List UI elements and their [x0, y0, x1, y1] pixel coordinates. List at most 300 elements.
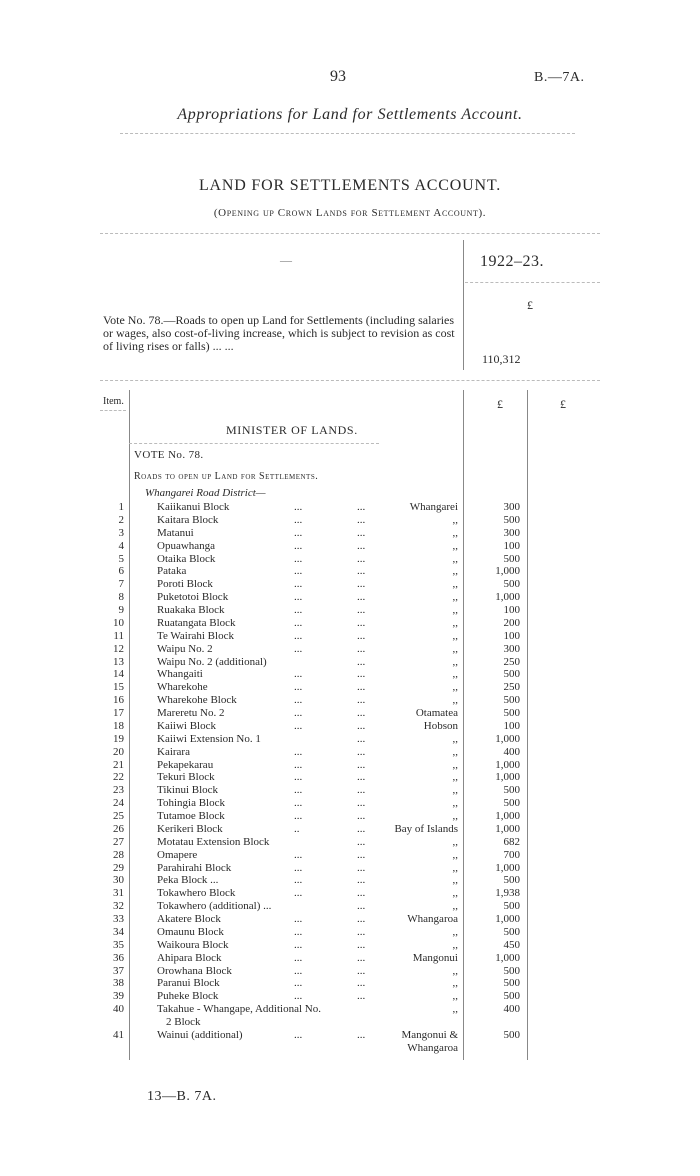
item-number: 23 [113, 784, 124, 797]
item-place: ,, [452, 668, 458, 681]
item-amount: 500 [503, 977, 520, 990]
item-amount: 682 [503, 835, 520, 848]
item-number: 27 [113, 835, 124, 848]
item-name: Motatau Extension Block [157, 835, 270, 848]
item-number: 13 [113, 655, 124, 668]
detail-currency-2: £ [560, 397, 566, 411]
summary-column-divider [463, 240, 464, 370]
leader-dots: ... [294, 861, 303, 874]
item-name: Waipu No. 2 [157, 642, 213, 655]
item-number: 24 [113, 797, 124, 810]
leader-dots: ... [357, 655, 366, 668]
table-row [0, 501, 700, 514]
item-name: Ahipara Block [157, 951, 222, 964]
table-row [0, 759, 700, 772]
item-place-continued: Whangaroa [407, 1041, 458, 1054]
leader-dots: ... [357, 822, 366, 835]
table-row [0, 874, 700, 887]
item-number: 38 [113, 977, 124, 990]
item-place: ,, [452, 578, 458, 591]
item-amount: 500 [503, 797, 520, 810]
item-place: ,, [452, 616, 458, 629]
table-row [0, 952, 700, 965]
item-name: Whangaiti [157, 668, 203, 681]
leader-dots: ... [357, 513, 366, 526]
item-number: 7 [118, 578, 124, 591]
item-place: ,, [452, 784, 458, 797]
item-place: Bay of Islands [394, 822, 458, 835]
item-name: Waikoura Block [157, 938, 229, 951]
table-row [0, 540, 700, 553]
leader-dots: ... [357, 874, 366, 887]
item-name: Kerikeri Block [157, 822, 223, 835]
item-name: Parahirahi Block [157, 861, 232, 874]
item-number: 35 [113, 938, 124, 951]
item-name: Takahue - Whangape, Additional No. [157, 1003, 321, 1016]
summary-currency: £ [527, 298, 533, 312]
item-number: 41 [113, 1028, 124, 1041]
item-amount: 1,000 [495, 758, 520, 771]
item-place: Mangonui [412, 951, 458, 964]
table-row [0, 823, 700, 836]
leader-dots: ... [357, 719, 366, 732]
item-name: Mareretu No. 2 [157, 707, 225, 719]
item-name: Orowhana Block [157, 964, 232, 977]
item-name: Poroti Block [157, 578, 213, 591]
table-row [0, 617, 700, 630]
item-place: ,, [452, 835, 458, 848]
item-amount: 500 [503, 668, 520, 681]
item-place: ,, [452, 591, 458, 604]
leader-dots: ... [294, 642, 303, 655]
footer-reference: 13—B. 7A. [147, 1089, 217, 1104]
item-name: Kairara [157, 745, 190, 758]
item-number: 6 [118, 565, 124, 578]
item-column-header: Item. [103, 396, 124, 407]
leader-dots: ... [357, 552, 366, 565]
item-amount: 400 [503, 1003, 520, 1016]
leader-dots: ... [357, 758, 366, 771]
item-place: ,, [452, 758, 458, 771]
fiscal-year: 1922–23. [480, 253, 544, 270]
leader-dots: ... [357, 797, 366, 810]
table-row [0, 707, 700, 720]
leader-dots: ... [294, 539, 303, 552]
item-place: ,, [452, 874, 458, 887]
leader-dots: ... [294, 951, 303, 964]
item-amount: 500 [503, 900, 520, 913]
item-amount: 700 [503, 848, 520, 861]
table-row [0, 694, 700, 707]
item-name: Tohingia Block [157, 797, 225, 810]
leader-dots: ... [294, 526, 303, 539]
leader-dots: ... [294, 552, 303, 565]
summary-dash: — [280, 253, 292, 267]
header-rule [120, 133, 575, 134]
table-row [0, 553, 700, 566]
table-row [0, 630, 700, 643]
table-row [0, 797, 700, 810]
leader-dots: ... [357, 990, 366, 1003]
item-name: Otaika Block [157, 552, 216, 565]
item-number: 31 [113, 887, 124, 900]
item-name: Kaiikanui Block [157, 501, 230, 513]
item-place: ,, [452, 732, 458, 745]
item-number: 19 [113, 732, 124, 745]
item-name: Te Wairahi Block [157, 629, 234, 642]
item-place: Mangonui & [401, 1028, 458, 1041]
item-name: Omaunu Block [157, 925, 224, 938]
leader-dots: ... [357, 835, 366, 848]
item-number: 25 [113, 810, 124, 822]
table-row [0, 1003, 700, 1029]
item-name: Kaiiwi Extension No. 1 [157, 732, 261, 745]
leader-dots: ... [294, 668, 303, 681]
item-amount: 500 [503, 925, 520, 938]
item-name: Puheke Block [157, 990, 219, 1003]
leader-dots: ... [357, 745, 366, 758]
table-row [0, 771, 700, 784]
vote-number-heading: VOTE No. 78. [134, 449, 204, 461]
item-number: 36 [113, 951, 124, 964]
leader-dots: ... [294, 784, 303, 797]
leader-dots: ... [294, 681, 303, 694]
item-number: 10 [113, 616, 124, 629]
item-number: 30 [113, 874, 124, 887]
leader-dots: ... [357, 913, 366, 925]
leader-dots: ... [357, 591, 366, 604]
summary-year-rule [465, 282, 600, 283]
item-number: 39 [113, 990, 124, 1003]
summary-bottom-rule [100, 380, 600, 381]
table-row [0, 720, 700, 733]
item-number: 9 [118, 604, 124, 616]
item-name: Akatere Block [157, 913, 221, 925]
leader-dots: ... [357, 951, 366, 964]
item-amount: 1,000 [495, 810, 520, 822]
leader-dots: ... [294, 938, 303, 951]
leader-dots: ... [357, 925, 366, 938]
item-amount: 400 [503, 745, 520, 758]
leader-dots: ... [357, 964, 366, 977]
leader-dots: ... [357, 707, 366, 719]
item-place: ,, [452, 513, 458, 526]
item-amount: 500 [503, 694, 520, 707]
table-row [0, 900, 700, 913]
leader-dots: ... [357, 732, 366, 745]
title-rule [100, 233, 600, 234]
item-amount: 300 [503, 526, 520, 539]
minister-heading: MINISTER OF LANDS. [226, 423, 358, 437]
leader-dots: ... [357, 861, 366, 874]
item-number: 32 [113, 900, 124, 913]
item-name: Wharekohe Block [157, 694, 237, 707]
item-name: Peka Block ... [157, 874, 219, 887]
item-amount: 200 [503, 616, 520, 629]
table-row [0, 681, 700, 694]
leader-dots: ... [294, 578, 303, 591]
table-row [0, 913, 700, 926]
item-name: Tokawhero Block [157, 887, 236, 900]
leader-dots: ... [294, 964, 303, 977]
leader-dots: ... [357, 578, 366, 591]
item-number: 4 [118, 539, 124, 552]
item-amount: 500 [503, 874, 520, 887]
item-amount: 300 [503, 501, 520, 513]
item-amount: 100 [503, 604, 520, 616]
item-name: Tokawhero (additional) ... [157, 900, 272, 913]
item-number: 16 [113, 694, 124, 707]
item-number: 11 [113, 629, 124, 642]
item-name-continued: 2 Block [166, 1016, 201, 1029]
item-number: 28 [113, 848, 124, 861]
leader-dots: ... [294, 810, 303, 822]
item-number: 37 [113, 964, 124, 977]
table-row [0, 527, 700, 540]
item-place: ,, [452, 745, 458, 758]
item-amount: 500 [503, 1028, 520, 1041]
item-name: Kaiiwi Block [157, 719, 216, 732]
leader-dots: ... [357, 848, 366, 861]
table-row [0, 784, 700, 797]
item-name: Pekapekarau [157, 758, 214, 771]
leader-dots: ... [357, 526, 366, 539]
item-name: Tikinui Block [157, 784, 219, 797]
item-name: Tutamoe Block [157, 810, 225, 822]
leader-dots: ... [357, 771, 366, 784]
item-number: 1 [118, 501, 124, 513]
table-row [0, 656, 700, 669]
item-place: ,, [452, 604, 458, 616]
leader-dots: ... [294, 591, 303, 604]
item-place: ,, [452, 681, 458, 694]
item-place: ,, [452, 977, 458, 990]
item-name: Wharekohe [157, 681, 208, 694]
table-row [0, 643, 700, 656]
leader-dots: ... [294, 1028, 303, 1041]
leader-dots: ... [357, 539, 366, 552]
item-place: ,, [452, 694, 458, 707]
item-name: Matanui [157, 526, 194, 539]
item-list [0, 501, 700, 1055]
item-amount: 1,000 [495, 822, 520, 835]
item-amount: 450 [503, 938, 520, 951]
detail-currency-1: £ [497, 397, 503, 411]
item-header-rule [100, 410, 126, 411]
item-number: 3 [118, 526, 124, 539]
leader-dots: ... [357, 629, 366, 642]
vote-number-rule [129, 443, 379, 444]
table-row [0, 604, 700, 617]
leader-dots: ... [357, 784, 366, 797]
item-place: ,, [452, 887, 458, 900]
item-number: 33 [113, 913, 124, 925]
item-amount: 1,000 [495, 771, 520, 784]
item-place: Hobson [423, 719, 458, 732]
table-row [0, 977, 700, 990]
item-number: 22 [113, 771, 124, 784]
item-number: 40 [113, 1003, 124, 1016]
item-place: ,, [452, 526, 458, 539]
item-place: ,, [452, 655, 458, 668]
item-place: ,, [452, 964, 458, 977]
item-amount: 500 [503, 784, 520, 797]
item-name: Omapere [157, 848, 198, 861]
item-number: 34 [113, 925, 124, 938]
item-amount: 100 [503, 539, 520, 552]
item-name: Waipu No. 2 (additional) [157, 655, 267, 668]
item-name: Pataka [157, 565, 187, 578]
table-row [0, 746, 700, 759]
leader-dots: ... [294, 707, 303, 719]
leader-dots: ... [294, 565, 303, 578]
leader-dots: ... [357, 1028, 366, 1041]
item-number: 20 [113, 745, 124, 758]
leader-dots: ... [294, 990, 303, 1003]
item-amount: 1,000 [495, 732, 520, 745]
item-amount: 1,000 [495, 951, 520, 964]
page-number: 93 [330, 68, 346, 85]
leader-dots: ... [357, 694, 366, 707]
item-place: Otamatea [415, 707, 458, 719]
leader-dots: ... [294, 913, 303, 925]
table-row [0, 887, 700, 900]
item-amount: 1,000 [495, 591, 520, 604]
item-number: 21 [113, 758, 124, 771]
leader-dots: ... [294, 797, 303, 810]
table-row [0, 591, 700, 604]
item-amount: 1,938 [495, 887, 520, 900]
leader-dots: ... [294, 616, 303, 629]
leader-dots: ... [294, 758, 303, 771]
item-amount: 500 [503, 578, 520, 591]
item-place: ,, [452, 861, 458, 874]
leader-dots: ... [294, 977, 303, 990]
table-row [0, 836, 700, 849]
item-amount: 300 [503, 642, 520, 655]
item-place: ,, [452, 539, 458, 552]
item-amount: 500 [503, 707, 520, 719]
item-amount: 1,000 [495, 913, 520, 925]
item-name: Opuawhanga [157, 539, 216, 552]
item-place: ,, [452, 565, 458, 578]
leader-dots: ... [357, 977, 366, 990]
item-amount: 1,000 [495, 565, 520, 578]
item-number: 12 [113, 642, 124, 655]
item-amount: 500 [503, 513, 520, 526]
item-amount: 1,000 [495, 861, 520, 874]
leader-dots: ... [294, 771, 303, 784]
leader-dots: ... [294, 629, 303, 642]
leader-dots: ... [357, 681, 366, 694]
table-row [0, 514, 700, 527]
table-row [0, 668, 700, 681]
table-row [0, 926, 700, 939]
item-place: ,, [452, 797, 458, 810]
item-place: ,, [452, 848, 458, 861]
item-amount: 100 [503, 629, 520, 642]
leader-dots: ... [357, 565, 366, 578]
item-number: 29 [113, 861, 124, 874]
table-row [0, 810, 700, 823]
leader-dots: ... [357, 887, 366, 900]
item-place: ,, [452, 771, 458, 784]
leader-dots: ... [294, 874, 303, 887]
item-name: Ruatangata Block [157, 616, 236, 629]
leader-dots: ... [294, 604, 303, 616]
item-amount: 250 [503, 655, 520, 668]
table-row [0, 733, 700, 746]
item-place: Whangaroa [407, 913, 458, 925]
item-number: 8 [118, 591, 124, 604]
leader-dots: ... [294, 719, 303, 732]
item-place: ,, [452, 900, 458, 913]
item-place: ,, [452, 990, 458, 1003]
district-heading: Whangarei Road District— [145, 487, 266, 499]
leader-dots: ... [294, 887, 303, 900]
item-number: 5 [118, 552, 124, 565]
item-place: ,, [452, 938, 458, 951]
leader-dots: ... [357, 668, 366, 681]
item-place: ,, [452, 629, 458, 642]
item-number: 26 [113, 822, 124, 835]
item-name: Paranui Block [157, 977, 220, 990]
sheet-reference: B.—7A. [534, 70, 585, 85]
leader-dots: ... [294, 925, 303, 938]
item-number: 15 [113, 681, 124, 694]
sub-title: (Opening up Crown Lands for Settlement Account). [213, 207, 487, 219]
item-place: ,, [452, 925, 458, 938]
item-amount: 500 [503, 990, 520, 1003]
table-row [0, 965, 700, 978]
item-place: ,, [452, 642, 458, 655]
table-row [0, 939, 700, 952]
item-name: Tekuri Block [157, 771, 215, 784]
item-place: ,, [452, 810, 458, 822]
table-row [0, 990, 700, 1003]
leader-dots: ... [357, 616, 366, 629]
table-row [0, 849, 700, 862]
running-head: Appropriations for Land for Settlements Account. [177, 106, 523, 123]
leader-dots: ... [294, 694, 303, 707]
item-place: ,, [452, 1003, 458, 1016]
item-name: Kaitara Block [157, 513, 219, 526]
leader-dots: ... [357, 604, 366, 616]
item-name: Puketotoi Block [157, 591, 229, 604]
leader-dots: ... [357, 810, 366, 822]
leader-dots: ... [294, 848, 303, 861]
main-title: LAND FOR SETTLEMENTS ACCOUNT. [198, 177, 502, 194]
leader-dots: ... [357, 900, 366, 913]
leader-dots: .. [294, 822, 300, 835]
table-row [0, 578, 700, 591]
leader-dots: ... [294, 501, 303, 513]
table-row [0, 565, 700, 578]
table-row [0, 862, 700, 875]
item-amount: 250 [503, 681, 520, 694]
leader-dots: ... [294, 513, 303, 526]
item-place: ,, [452, 552, 458, 565]
item-number: 18 [113, 719, 124, 732]
item-number: 14 [113, 668, 124, 681]
item-number: 2 [118, 513, 124, 526]
vote-description: Vote No. 78.—Roads to open up Land for Settlements (including salaries or wages, also cost-of-living increase, which is subject to revision as cost of living rises or falls) ... ... [103, 313, 455, 353]
leader-dots: ... [357, 642, 366, 655]
table-row [0, 1029, 700, 1055]
item-amount: 500 [503, 964, 520, 977]
item-name: Ruakaka Block [157, 604, 225, 616]
item-amount: 500 [503, 552, 520, 565]
